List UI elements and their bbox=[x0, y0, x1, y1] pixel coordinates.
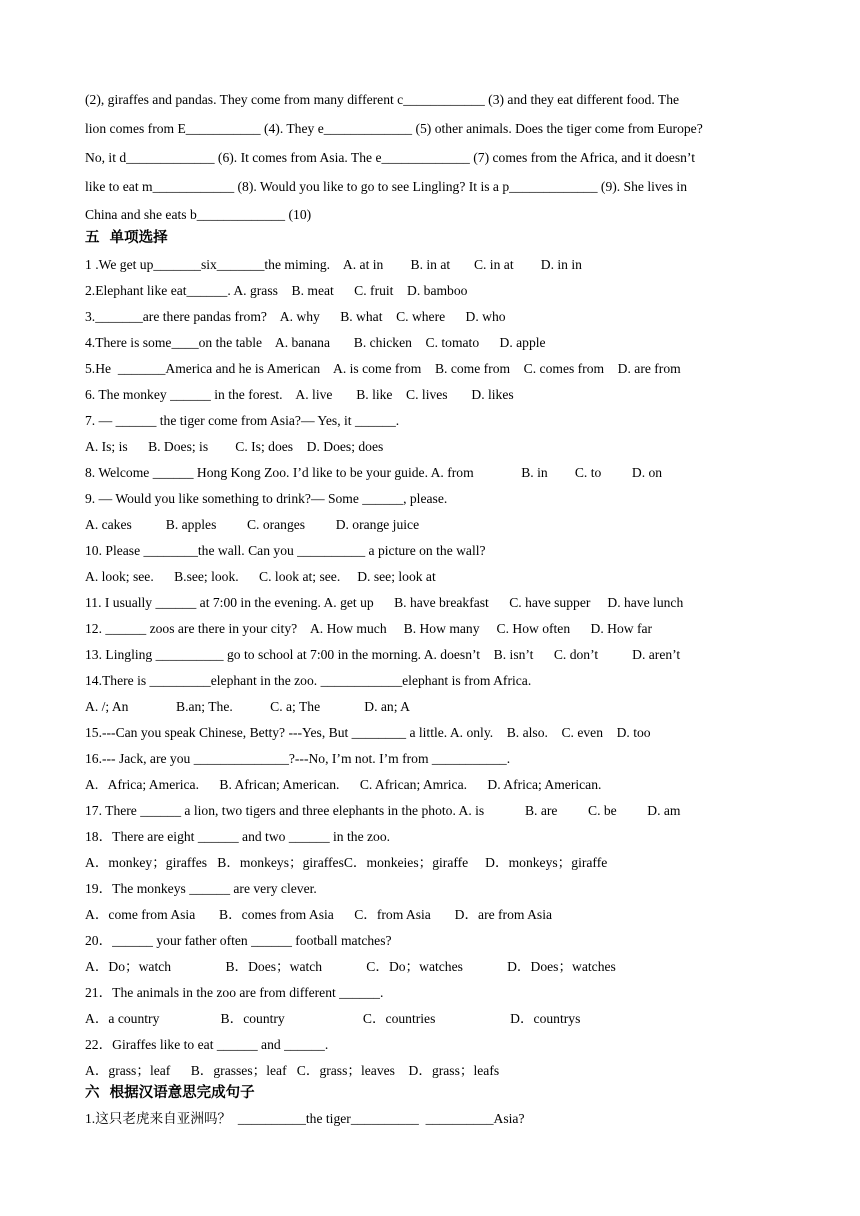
question-line: 3._______are there pandas from? A. why B. what C. where D. who bbox=[85, 309, 506, 324]
question-line: 10. Please ________the wall. Can you __________ a picture on the wall? bbox=[85, 543, 486, 558]
options-line: A．monkey；giraffes B．monkeys；giraffesC．monkeies；giraffe D．monkeys；giraffe bbox=[85, 855, 608, 870]
passage-line: No, it d_____________ (6). It comes from Asia. The e_____________ (7) comes from the Africa, and it doesn’t bbox=[85, 150, 695, 165]
question-line: 14.There is _________elephant in the zoo. ____________elephant is from Africa. bbox=[85, 673, 532, 688]
passage-line: like to eat m____________ (8). Would you like to go to see Lingling? It is a p_____________ (9). She lives in bbox=[85, 179, 687, 194]
passage-line: (2), giraffes and pandas. They come from many different c____________ (3) and they eat different food. The bbox=[85, 92, 680, 107]
question-line: 6. The monkey ______ in the forest. A. live B. like C. lives D. likes bbox=[85, 387, 514, 402]
options-line: A．Do；watch B．Does；watch C．Do；watches D．Does；watches bbox=[85, 959, 616, 974]
question-line: 9. — Would you like something to drink?— Some ______, please. bbox=[85, 491, 448, 506]
question-line: 7. — ______ the tiger come from Asia?— Yes, it ______. bbox=[85, 413, 400, 428]
question-line: 19．The monkeys ______ are very clever. bbox=[85, 881, 317, 896]
question-line: 5.He _______America and he is American A. is come from B. come from C. comes from D. are from bbox=[85, 361, 681, 376]
options-line: A. look; see. B.see; look. C. look at; see. D. see; look at bbox=[85, 569, 436, 584]
question-line: 20．______ your father often ______ football matches? bbox=[85, 933, 392, 948]
question-line: 15.---Can you speak Chinese, Betty? ---Yes, But ________ a little. A. only. B. also. C. even D. too bbox=[85, 725, 651, 740]
options-line: A. /; An B.an; The. C. a; The D. an; A bbox=[85, 699, 410, 714]
section-five-title: 五 单项选择 bbox=[85, 230, 168, 246]
question-line: 2.Elephant like eat______. A. grass B. meat C. fruit D. bamboo bbox=[85, 283, 468, 298]
question-line: 17. There ______ a lion, two tigers and three elephants in the photo. A. is B. are C. be D. am bbox=[85, 803, 681, 818]
passage-line: China and she eats b_____________ (10) bbox=[85, 207, 312, 222]
options-line: A. Africa; America. B. African; American. C. African; Amrica. D. Africa; American. bbox=[85, 777, 602, 792]
question-line: 21．The animals in the zoo are from different ______. bbox=[85, 985, 384, 1000]
section-six-title: 六 根据汉语意思完成句子 bbox=[85, 1085, 255, 1101]
question-line: 4.There is some____on the table A. banana B. chicken C. tomato D. apple bbox=[85, 335, 546, 350]
options-line: A．grass；leaf B．grasses；leaf C．grass；leaves D．grass；leafs bbox=[85, 1063, 500, 1078]
question-line: 8. Welcome ______ Hong Kong Zoo. I’d like to be your guide. A. from B. in C. to D. on bbox=[85, 465, 663, 480]
question-line: 22．Giraffes like to eat ______ and ______. bbox=[85, 1037, 329, 1052]
question-line: 1.这只老虎来自亚洲吗？ __________the tiger__________ __________Asia? bbox=[85, 1111, 525, 1126]
options-line: A．come from Asia B．comes from Asia C．from Asia D．are from Asia bbox=[85, 907, 553, 922]
passage-line: lion comes from E___________ (4). They e_____________ (5) other animals. Does the tiger come from Europe? bbox=[85, 121, 703, 136]
question-line: 18．There are eight ______ and two ______ in the zoo. bbox=[85, 829, 391, 844]
question-line: 13. Lingling __________ go to school at 7:00 in the morning. A. doesn’t B. isn’t C. don’t D. aren’t bbox=[85, 647, 681, 662]
options-line: A. Is; is B. Does; is C. Is; does D. Does; does bbox=[85, 439, 384, 454]
question-line: 1 .We get up_______six_______the miming. A. at in B. in at C. in at D. in in bbox=[85, 257, 582, 272]
options-line: A. cakes B. apples C. oranges D. orange juice bbox=[85, 517, 420, 532]
question-line: 16.--- Jack, are you ______________?---No, I’m not. I’m from ___________. bbox=[85, 751, 511, 766]
question-line: 12. ______ zoos are there in your city? A. How much B. How many C. How often D. How far bbox=[85, 621, 653, 636]
question-line: 11. I usually ______ at 7:00 in the evening. A. get up B. have breakfast C. have supper D. have lunch bbox=[85, 595, 684, 610]
options-line: A．a country B．country C．countries D．countrys bbox=[85, 1011, 581, 1026]
